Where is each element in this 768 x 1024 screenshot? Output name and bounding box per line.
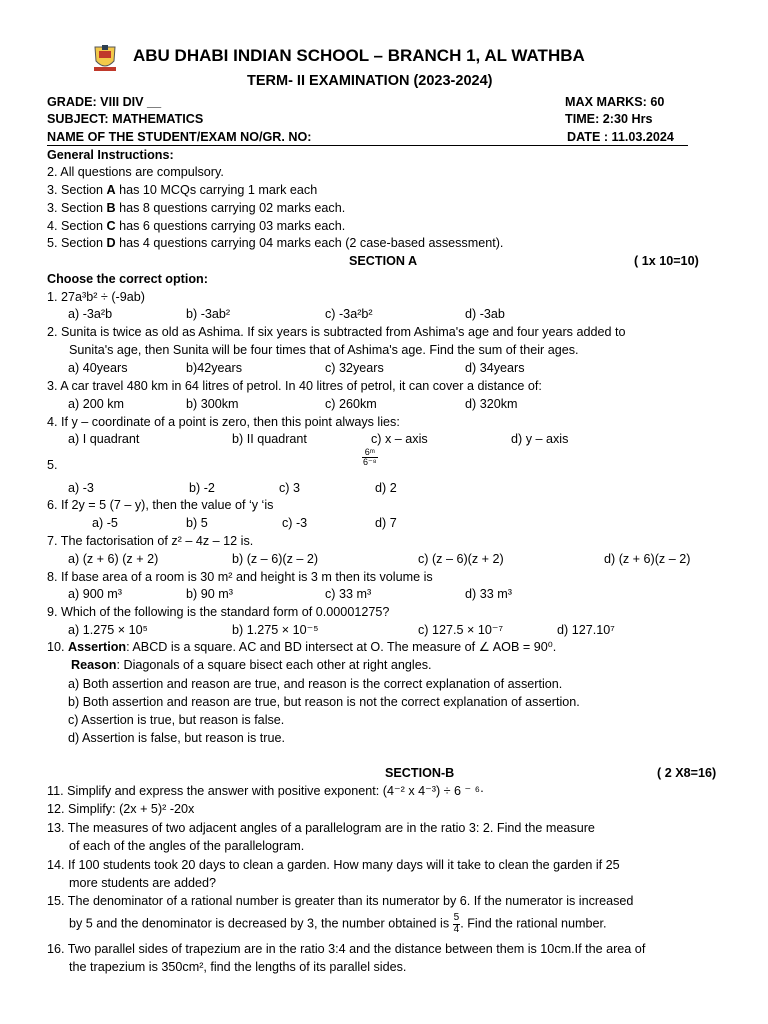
instructions-title: General Instructions: (47, 148, 174, 162)
q10-option-a: a) Both assertion and reason are true, and reason is the correct explanation of assertion. (68, 677, 563, 691)
question-4: 4. If y – coordinate of a point is zero, then this point always lies: (47, 415, 400, 429)
q5-denominator: 6⁻⁸ (363, 457, 377, 468)
question-13-line-2: of each of the angles of the parallelogram. (69, 839, 305, 853)
question-15-line-1: 15. The denominator of a rational number is greater than its numerator by 6. If the numerator is increased (47, 894, 634, 908)
grade: GRADE: VIII DIV __ (47, 95, 162, 109)
max-marks: MAX MARKS: 60 (565, 95, 665, 109)
header-rule (47, 145, 688, 146)
time: TIME: 2:30 Hrs (565, 112, 653, 126)
q2-option-c: c) 32years (325, 361, 384, 375)
q2-option-b: b)42years (186, 361, 243, 375)
q9-option-b: b) 1.275 × 10⁻⁵ (232, 623, 319, 637)
q7-option-c: c) (z – 6)(z + 2) (418, 552, 504, 566)
q10-option-b: b) Both assertion and reason are true, but reason is not the correct explanation of assertion. (68, 695, 580, 709)
q5-numerator: 6ᵐ (362, 448, 378, 458)
q15-numerator: 5 (453, 912, 460, 923)
instruction-3: 3. Section B has 8 questions carrying 02 marks each. (47, 201, 346, 215)
q8-option-d: d) 33 m³ (465, 587, 512, 601)
question-16-line-1: 16. Two parallel sides of trapezium are in the ratio 3:4 and the distance between them is 10cm.If the area of (47, 942, 646, 956)
q2-option-a: a) 40years (68, 361, 128, 375)
question-2-line-2: Sunita's age, then Sunita will be four times that of Ashima's age. Find the sum of their ages. (69, 343, 579, 357)
question-14-line-2: more students are added? (69, 876, 217, 890)
q9-option-a: a) 1.275 × 10⁵ (68, 623, 148, 637)
question-3: 3. A car travel 480 km in 64 litres of petrol. In 40 litres of petrol, it can cover a distance of: (47, 379, 542, 393)
q6-option-d: d) 7 (375, 516, 397, 530)
question-11: 11. Simplify and express the answer with positive exponent: (4⁻² x 4⁻³) ÷ 6 ⁻ ⁶· (47, 784, 485, 798)
q7-option-d: d) (z + 6)(z – 2) (604, 552, 691, 566)
q3-option-a: a) 200 km (68, 397, 124, 411)
question-12: 12. Simplify: (2x + 5)² -20x (47, 802, 195, 816)
q3-option-b: b) 300km (186, 397, 239, 411)
question-1: 1. 27a³b² ÷ (-9ab) (47, 290, 145, 304)
q8-option-b: b) 90 m³ (186, 587, 233, 601)
instruction-5: 5. Section D has 4 questions carrying 04 marks each (2 case-based assessment). (47, 236, 504, 250)
q1-option-c: c) -3a²b² (325, 307, 373, 321)
q8-option-c: c) 33 m³ (325, 587, 372, 601)
q1-option-b: b) -3ab² (186, 307, 231, 321)
q1-option-d: d) -3ab (465, 307, 505, 321)
q6-option-b: b) 5 (186, 516, 208, 530)
q1-option-a: a) -3a²b (68, 307, 113, 321)
question-9: 9. Which of the following is the standard form of 0.00001275? (47, 605, 390, 619)
question-5-number: 5. (47, 458, 58, 472)
school-logo (91, 43, 119, 73)
q9-option-c: c) 127.5 × 10⁻⁷ (418, 623, 504, 637)
q2-option-d: d) 34years (465, 361, 525, 375)
section-a-title: SECTION A (349, 254, 418, 268)
question-2-line-1: 2. Sunita is twice as old as Ashima. If six years is subtracted from Ashima's age and four years added to (47, 325, 626, 339)
instruction-2: 3. Section A has 10 MCQs carrying 1 mark each (47, 183, 318, 197)
section-b-marks: ( 2 X8=16) (657, 766, 717, 780)
question-14-line-1: 14. If 100 students took 20 days to clean a garden. How many days will it take to clean the garden if 25 (47, 858, 620, 872)
question-6: 6. If 2y = 5 (7 – y), then the value of ‘y ‘is (47, 498, 274, 512)
q6-option-c: c) -3 (282, 516, 308, 530)
student-name-line: NAME OF THE STUDENT/EXAM NO/GR. NO: (47, 130, 312, 144)
q9-option-d: d) 127.10⁷ (557, 623, 615, 637)
question-5-fraction (362, 448, 378, 468)
instruction-4: 4. Section C has 6 questions carrying 03 marks each. (47, 219, 346, 233)
question-8: 8. If base area of a room is 30 m² and height is 3 m then its volume is (47, 570, 433, 584)
section-b-title: SECTION-B (385, 766, 455, 780)
q4-option-d: d) y – axis (511, 432, 569, 446)
subject: SUBJECT: MATHEMATICS (47, 112, 204, 126)
question-7: 7. The factorisation of z² – 4z – 12 is. (47, 534, 254, 548)
exam-date: DATE : 11.03.2024 (567, 130, 674, 144)
q3-option-c: c) 260km (325, 397, 377, 411)
q6-option-a: a) -5 (92, 516, 118, 530)
question-16-line-2: the trapezium is 350cm², find the lengths of its parallel sides. (69, 960, 407, 974)
section-a-marks: ( 1x 10=10) (634, 254, 699, 268)
school-name: ABU DHABI INDIAN SCHOOL – BRANCH 1, AL WATHBA (133, 46, 585, 65)
q5-option-d: d) 2 (375, 481, 397, 495)
q4-option-c: c) x – axis (371, 432, 428, 446)
q10-option-c: c) Assertion is true, but reason is false. (68, 713, 285, 727)
q5-option-a: a) -3 (68, 481, 94, 495)
q3-option-d: d) 320km (465, 397, 518, 411)
q5-option-b: b) -2 (189, 481, 215, 495)
q4-option-b: b) II quadrant (232, 432, 307, 446)
q5-option-c: c) 3 (279, 481, 300, 495)
q15-denominator: 4 (453, 923, 460, 935)
q7-option-b: b) (z – 6)(z – 2) (232, 552, 319, 566)
exam-title: TERM- II EXAMINATION (2023-2024) (247, 73, 493, 89)
question-15-line-2: by 5 and the denominator is decreased by 3, the number obtained is $\frac{5}{4}$ . Find the rational number. (69, 912, 607, 935)
q10-option-d: d) Assertion is false, but reason is true. (68, 731, 285, 745)
question-10-assertion: 10. Assertion: ABCD is a square. AC and BD intersect at O. The measure of ∠ AOB = 90⁰. (47, 640, 557, 654)
question-10-reason: Reason: Diagonals of a square bisect each other at right angles. (71, 658, 432, 672)
choose-correct-option: Choose the correct option: (47, 272, 208, 286)
question-13-line-1: 13. The measures of two adjacent angles of a parallelogram are in the ratio 3: 2. Find the measure (47, 821, 595, 835)
q8-option-a: a) 900 m³ (68, 587, 122, 601)
instruction-1: 2. All questions are compulsory. (47, 165, 224, 179)
q4-option-a: a) I quadrant (68, 432, 140, 446)
q7-option-a: a) (z + 6) (z + 2) (68, 552, 159, 566)
